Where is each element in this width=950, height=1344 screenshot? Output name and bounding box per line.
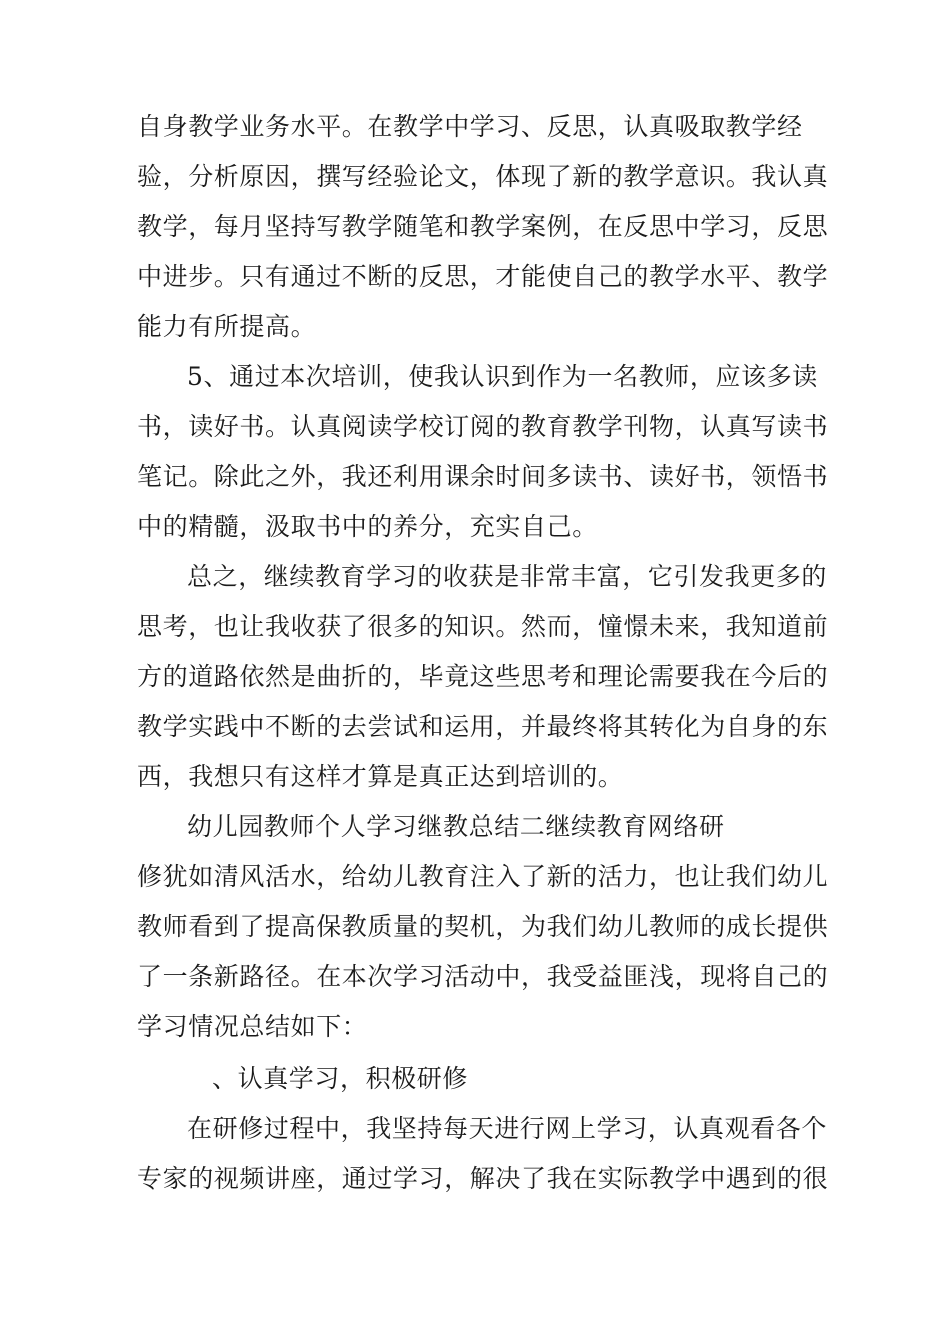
text-line: 中的精髓，汲取书中的养分，充实自己。 bbox=[137, 512, 598, 541]
text-line: 书，读好书。认真阅读学校订阅的教育教学刊物，认真写读书 bbox=[137, 412, 829, 441]
text-line: 方的道路依然是曲折的，毕竟这些思考和理论需要我在今后的 bbox=[137, 662, 829, 691]
paragraph-start-line: 总之，继续教育学习的收获是非常丰富，它引发我更多的 bbox=[187, 562, 828, 591]
text-line: 自身教学业务水平。在教学中学习、反思，认真吸取教学经 bbox=[137, 112, 803, 141]
text-line: 学习情况总结如下： bbox=[137, 1012, 368, 1041]
text-line: 了一条新路径。在本次学习活动中，我受益匪浅，现将自己的 bbox=[137, 962, 829, 991]
text-line: 笔记。除此之外，我还利用课余时间多读书、读好书，领悟书 bbox=[137, 462, 829, 491]
section-title-line: 幼儿园教师个人学习继教总结二继续教育网络研 bbox=[187, 812, 725, 841]
paragraph-start-line: 在研修过程中，我坚持每天进行网上学习，认真观看各个 bbox=[187, 1114, 828, 1143]
text-line: 修犹如清风活水，给幼儿教育注入了新的活力，也让我们幼儿 bbox=[137, 862, 829, 891]
text-line: 教学实践中不断的去尝试和运用，并最终将其转化为自身的东 bbox=[137, 712, 829, 741]
subheading-line: 、认真学习，积极研修 bbox=[212, 1064, 469, 1093]
text-line: 中进步。只有通过不断的反思，才能使自己的教学水平、教学 bbox=[137, 262, 829, 291]
text-line: 专家的视频讲座，通过学习，解决了我在实际教学中遇到的很 bbox=[137, 1164, 829, 1193]
text-line: 西，我想只有这样才算是真正达到培训的。 bbox=[137, 762, 624, 791]
paragraph-start-line: 5、通过本次培训，使我认识到作为一名教师，应该多读 bbox=[187, 362, 818, 391]
text-line: 教学，每月坚持写教学随笔和教学案例，在反思中学习，反思 bbox=[137, 212, 829, 241]
text-line: 能力有所提高。 bbox=[137, 312, 317, 341]
text-line: 验，分析原因，撰写经验论文，体现了新的教学意识。我认真 bbox=[137, 162, 829, 191]
text-line: 教师看到了提高保教质量的契机，为我们幼儿教师的成长提供 bbox=[137, 912, 829, 941]
text-line: 思考，也让我收获了很多的知识。然而，憧憬未来，我知道前 bbox=[137, 612, 829, 641]
